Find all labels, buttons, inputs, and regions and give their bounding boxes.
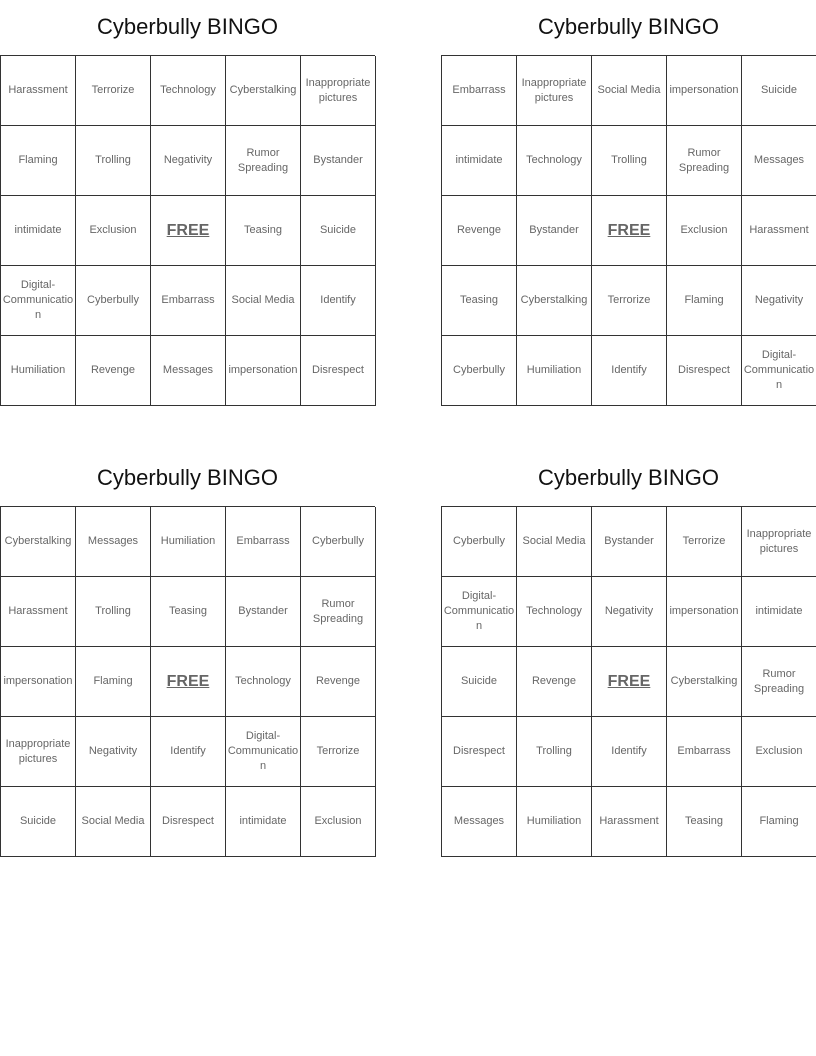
bingo-cell-label: Flaming (684, 294, 724, 306)
free-space (592, 647, 667, 717)
bingo-cell-label: Cyberbully (453, 535, 505, 547)
bingo-cell-label: Messages (87, 535, 139, 547)
bingo-card-3 (0, 451, 375, 857)
bingo-cell-label: Trolling (611, 154, 647, 166)
bingo-cell (76, 196, 151, 266)
bingo-cell (226, 717, 301, 787)
bingo-card-4 (441, 451, 816, 857)
bingo-cell-label: Inappropriate pictures (746, 527, 812, 555)
bingo-cell-label: Digital-Communication (2, 279, 74, 321)
bingo-cell-label: Inappropriate pictures (5, 737, 71, 765)
bingo-cell-label: Terrorize (682, 535, 726, 547)
bingo-cell (742, 56, 816, 126)
bingo-cell (667, 336, 742, 406)
bingo-cell-label: Bystander (529, 224, 579, 236)
bingo-cell-label: Rumor Spreading (753, 667, 805, 695)
bingo-cell-label: Messages (753, 154, 805, 166)
bingo-cell-label: Suicide (319, 224, 357, 236)
bingo-cell-label: Technology (235, 675, 291, 687)
bingo-cell-label: Humiliation (160, 535, 216, 547)
bingo-cell (301, 787, 376, 857)
bingo-cell (667, 577, 742, 647)
bingo-cell-label: Embarrass (161, 294, 215, 306)
bingo-cell (442, 787, 517, 857)
bingo-cell-label: Bystander (604, 535, 654, 547)
bingo-cell-label: Harassment (599, 815, 659, 827)
bingo-cell-label: Cyberstalking (520, 294, 588, 306)
bingo-cell (151, 56, 226, 126)
bingo-cell-label: Technology (526, 154, 582, 166)
bingo-cell-label: Negativity (604, 605, 654, 617)
bingo-cell-label: Harassment (8, 605, 68, 617)
bingo-cell-label: Harassment (8, 84, 68, 96)
bingo-cell-label: Suicide (460, 675, 498, 687)
bingo-cell (301, 336, 376, 406)
bingo-cell (667, 717, 742, 787)
bingo-cell-label: intimidate (14, 224, 62, 236)
bingo-cell-label: Revenge (90, 364, 136, 376)
bingo-cell-label: Suicide (760, 84, 798, 96)
bingo-cell-label: Revenge (456, 224, 502, 236)
bingo-cell (301, 126, 376, 196)
bingo-cell (1, 196, 76, 266)
bingo-cell (151, 126, 226, 196)
bingo-cell (592, 787, 667, 857)
bingo-cell-label: Cyberbully (87, 294, 139, 306)
bingo-cell-label: Exclusion (755, 745, 803, 757)
bingo-cell-label: Embarrass (452, 84, 506, 96)
bingo-cell (76, 336, 151, 406)
bingo-cell-label: Terrorize (607, 294, 651, 306)
bingo-cell (151, 577, 226, 647)
bingo-card-2 (441, 0, 816, 406)
bingo-cell (442, 266, 517, 336)
bingo-cell-label: Trolling (536, 745, 572, 757)
bingo-cell-label: Revenge (315, 675, 361, 687)
bingo-cell (742, 647, 816, 717)
bingo-cell (667, 787, 742, 857)
bingo-cell (226, 56, 301, 126)
bingo-cell-label: Disrespect (312, 364, 364, 376)
bingo-cell-label: Disrespect (678, 364, 730, 376)
bingo-cell (1, 56, 76, 126)
bingo-cell (301, 56, 376, 126)
bingo-cell-label: Rumor Spreading (237, 146, 289, 174)
bingo-cell (592, 717, 667, 787)
bingo-cell (301, 266, 376, 336)
bingo-cell (667, 266, 742, 336)
bingo-cell-label: Harassment (749, 224, 809, 236)
bingo-cell-label: FREE (607, 222, 651, 239)
bingo-cell (517, 266, 592, 336)
bingo-card-1 (0, 0, 375, 406)
bingo-cell-label: Bystander (313, 154, 363, 166)
bingo-cell (517, 647, 592, 717)
bingo-cell (226, 336, 301, 406)
bingo-cell-label: Negativity (163, 154, 213, 166)
bingo-cell-label: Messages (453, 815, 505, 827)
bingo-cell (742, 577, 816, 647)
bingo-cell-label: intimidate (755, 605, 803, 617)
bingo-cell (742, 126, 816, 196)
bingo-cell (667, 126, 742, 196)
bingo-cell (592, 266, 667, 336)
bingo-cell (1, 577, 76, 647)
bingo-cell-label: Trolling (95, 154, 131, 166)
bingo-cell (592, 577, 667, 647)
bingo-cell (76, 266, 151, 336)
card-title: Cyberbully BINGO (97, 465, 278, 490)
bingo-cell-label: Inappropriate pictures (521, 76, 587, 104)
bingo-cell (517, 577, 592, 647)
bingo-cell (742, 266, 816, 336)
bingo-cell (226, 507, 301, 577)
bingo-cell (742, 336, 816, 406)
bingo-cell (301, 507, 376, 577)
bingo-cell (442, 507, 517, 577)
bingo-cell (301, 196, 376, 266)
bingo-cell-label: impersonation (669, 605, 739, 617)
bingo-cell-label: Flaming (18, 154, 58, 166)
bingo-cell-label: Cyberstalking (4, 535, 72, 547)
bingo-cell (76, 507, 151, 577)
bingo-cell-label: Social Media (231, 294, 295, 306)
bingo-cell-label: Humiliation (526, 364, 582, 376)
free-space (151, 196, 226, 266)
bingo-cell-label: Social Media (522, 535, 586, 547)
bingo-cell (76, 56, 151, 126)
bingo-cell-label: Revenge (531, 675, 577, 687)
bingo-cell-label: Flaming (759, 815, 799, 827)
bingo-cell-label: Identify (611, 364, 647, 376)
bingo-cell (442, 336, 517, 406)
bingo-cell-label: Exclusion (89, 224, 137, 236)
bingo-cell (517, 336, 592, 406)
bingo-cell-label: Negativity (88, 745, 138, 757)
bingo-cell (442, 56, 517, 126)
bingo-cell (517, 56, 592, 126)
bingo-cell-label: Cyberbully (453, 364, 505, 376)
bingo-cell-label: Identify (320, 294, 356, 306)
bingo-cell (226, 266, 301, 336)
bingo-cell (1, 336, 76, 406)
bingo-cell (76, 787, 151, 857)
bingo-cell (517, 196, 592, 266)
bingo-cell (151, 266, 226, 336)
bingo-cell (1, 717, 76, 787)
bingo-cell (442, 126, 517, 196)
bingo-cell (592, 56, 667, 126)
bingo-cell (226, 647, 301, 717)
bingo-cell-label: Digital-Communication (443, 590, 515, 632)
bingo-cell (667, 507, 742, 577)
bingo-cell (301, 647, 376, 717)
bingo-cell (517, 507, 592, 577)
card-title: Cyberbully BINGO (538, 465, 719, 490)
bingo-cell-label: Teasing (460, 294, 498, 306)
bingo-cell-label: Rumor Spreading (312, 597, 364, 625)
bingo-cell (151, 507, 226, 577)
bingo-cell-label: Teasing (169, 605, 207, 617)
bingo-cell (442, 717, 517, 787)
bingo-cell (226, 196, 301, 266)
bingo-cell (517, 787, 592, 857)
bingo-cell (742, 717, 816, 787)
bingo-cell-label: FREE (607, 673, 651, 690)
bingo-cell-label: Humiliation (526, 815, 582, 827)
bingo-cell (226, 577, 301, 647)
bingo-cell (226, 787, 301, 857)
bingo-cell-label: intimidate (455, 154, 503, 166)
bingo-cell (517, 126, 592, 196)
free-space (592, 196, 667, 266)
bingo-cell-label: intimidate (239, 815, 287, 827)
bingo-cell-label: Teasing (244, 224, 282, 236)
bingo-cell (592, 336, 667, 406)
bingo-cell (742, 196, 816, 266)
bingo-cell-label: Rumor Spreading (678, 146, 730, 174)
bingo-cell (442, 647, 517, 717)
bingo-cell (442, 196, 517, 266)
bingo-cell (1, 507, 76, 577)
bingo-cell (1, 266, 76, 336)
bingo-cell-label: Inappropriate pictures (305, 76, 371, 104)
bingo-grid (441, 55, 816, 406)
bingo-grid (0, 506, 375, 857)
bingo-cell-label: impersonation (228, 364, 298, 376)
bingo-cell-label: Cyberstalking (670, 675, 738, 687)
bingo-cell (76, 717, 151, 787)
bingo-cell-label: Terrorize (316, 745, 360, 757)
bingo-cell (667, 647, 742, 717)
bingo-cell (742, 507, 816, 577)
bingo-cell-label: Disrespect (453, 745, 505, 757)
bingo-cell-label: Cyberstalking (229, 84, 297, 96)
card-title: Cyberbully BINGO (538, 14, 719, 39)
bingo-cell-label: Exclusion (680, 224, 728, 236)
bingo-cell-label: Disrespect (162, 815, 214, 827)
bingo-cell-label: Embarrass (236, 535, 290, 547)
bingo-cell-label: Digital-Communication (227, 730, 299, 772)
bingo-cell (76, 577, 151, 647)
bingo-cell (742, 787, 816, 857)
bingo-cell (76, 647, 151, 717)
bingo-grid (441, 506, 816, 857)
bingo-cell-label: Social Media (81, 815, 145, 827)
bingo-cell (1, 126, 76, 196)
bingo-cell-label: Bystander (238, 605, 288, 617)
bingo-cell-label: FREE (166, 673, 210, 690)
bingo-cell (667, 196, 742, 266)
bingo-cell (226, 126, 301, 196)
bingo-cell (517, 717, 592, 787)
bingo-cell-label: impersonation (3, 675, 73, 687)
bingo-cell (151, 336, 226, 406)
bingo-cell-label: Identify (170, 745, 206, 757)
bingo-cell-label: Digital-Communication (743, 349, 815, 391)
bingo-cell-label: Messages (162, 364, 214, 376)
bingo-cell (1, 647, 76, 717)
bingo-cell-label: Identify (611, 745, 647, 757)
bingo-cell-label: Cyberbully (312, 535, 364, 547)
bingo-cell (151, 787, 226, 857)
bingo-cell-label: Negativity (754, 294, 804, 306)
bingo-cell-label: Terrorize (91, 84, 135, 96)
bingo-cell (151, 717, 226, 787)
bingo-cell (667, 56, 742, 126)
bingo-cell (592, 507, 667, 577)
bingo-cell (301, 577, 376, 647)
bingo-cell-label: Teasing (685, 815, 723, 827)
bingo-cell-label: Flaming (93, 675, 133, 687)
free-space (151, 647, 226, 717)
bingo-cell-label: Technology (526, 605, 582, 617)
bingo-cell-label: Humiliation (10, 364, 66, 376)
bingo-cell (442, 577, 517, 647)
bingo-cell-label: Suicide (19, 815, 57, 827)
bingo-cell (1, 787, 76, 857)
bingo-cell-label: impersonation (669, 84, 739, 96)
bingo-cell-label: Technology (160, 84, 216, 96)
bingo-cell (301, 717, 376, 787)
bingo-cell-label: FREE (166, 222, 210, 239)
bingo-cell (76, 126, 151, 196)
bingo-cell-label: Exclusion (314, 815, 362, 827)
bingo-grid (0, 55, 375, 406)
bingo-cell-label: Trolling (95, 605, 131, 617)
bingo-cell-label: Embarrass (677, 745, 731, 757)
card-title: Cyberbully BINGO (97, 14, 278, 39)
bingo-cell (592, 126, 667, 196)
bingo-cell-label: Social Media (597, 84, 661, 96)
